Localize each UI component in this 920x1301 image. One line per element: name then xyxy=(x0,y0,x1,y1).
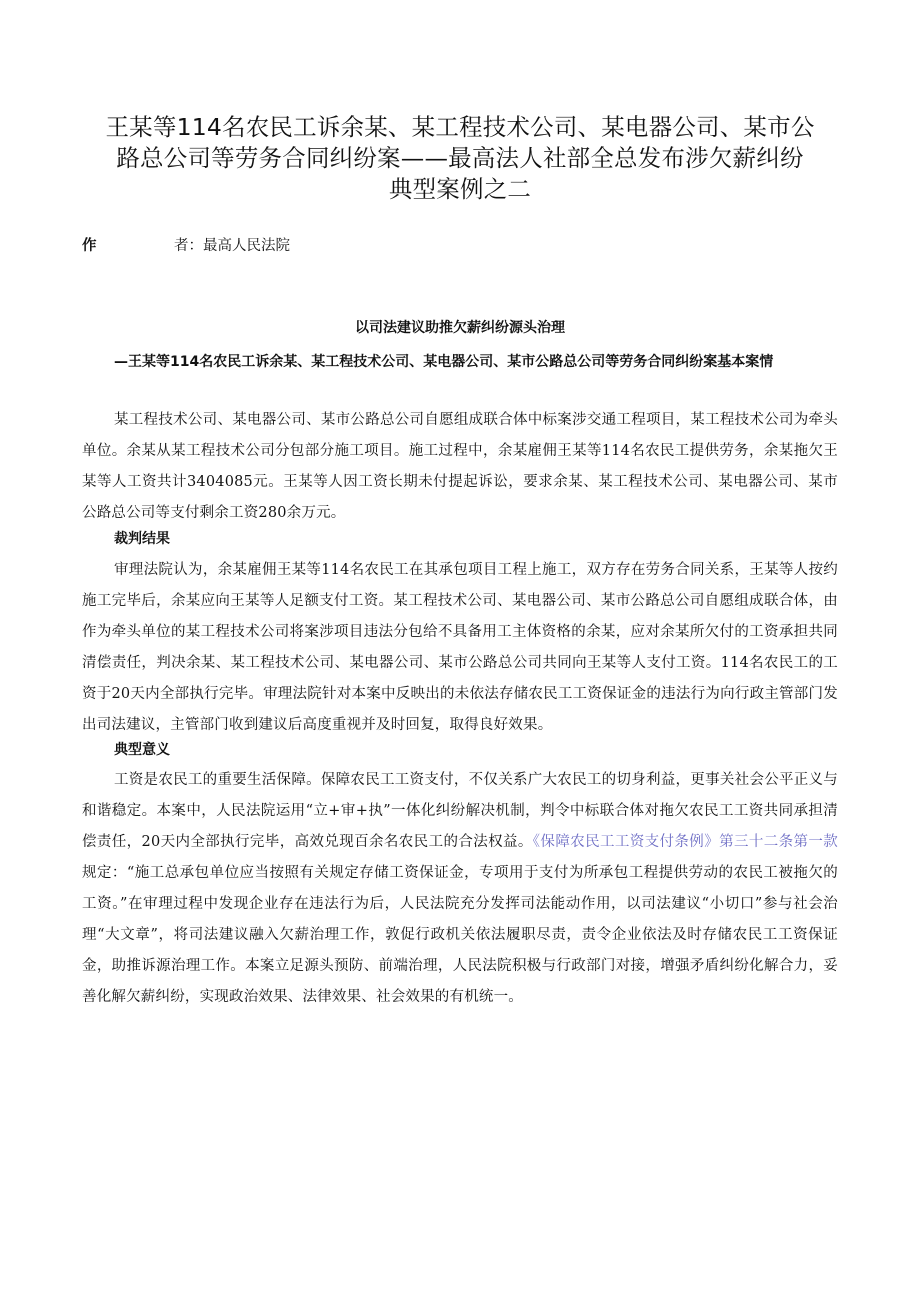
judgment-heading: 裁判结果 xyxy=(114,531,170,547)
title-line-3: 典型案例之二 xyxy=(388,175,532,203)
significance-heading: 典型意义 xyxy=(114,742,170,758)
case-subtitle: —王某等114名农民工诉余某、某工程技术公司、某电器公司、某市公路总公司等劳务合同纠纷案基本案情 xyxy=(114,354,774,370)
document-title xyxy=(70,112,850,205)
facts-paragraph: 某工程技术公司、某电器公司、某市公路总公司自愿组成联合体中标案涉交通工程项目，某工程技术公司为牵头单位。余某从某工程技术公司分包部分施工项目。施工过程中，余某雇佣王某等114名农民工提供劳务，余某拖欠王某等人工资共计3404085元。王某等人因工资长期未付提起诉讼，要求余某、某工程技术公司、某电器公司、某市公路总公司等支付剩余工资280余万元。 xyxy=(82,412,838,521)
author-value: 者：最高人民法院 xyxy=(174,238,290,254)
title-line-2: 路总公司等劳务合同纠纷案——最高法人社部全总发布涉欠薪纠纷 xyxy=(116,144,804,172)
judgment-paragraph: 审理法院认为，余某雇佣王某等114名农民工在其承包项目工程上施工，双方存在劳务合同关系，王某等人按约施工完毕后，余某应向王某等人足额支付工资。某工程技术公司、某电器公司、某市公路总公司自愿组成联合体，由作为牵头单位的某工程技术公司将案涉项目违法分包给不具备用工主体资格的余某，应对余某所欠付的工资承担共同清偿责任，判决余某、某工程技术公司、某电器公司、某市公路总公司共同向王某等人支付工资。114名农民工的工资于20天内全部执行完毕。审理法院针对本案中反映出的未依法存储农民工工资保证金的违法行为向行政主管部门发出司法建议，主管部门收到建议后高度重视并及时回复，取得良好效果。 xyxy=(82,562,838,733)
significance-text-2: 规定：“施工总承包单位应当按照有关规定存储工资保证金，专项用于支付为所承包工程提供劳动的农民工被拖欠的工资。”在审理过程中发现企业存在违法行为后，人民法院充分发挥司法能动作用，以司法建议“小切口”参与社会治理“大文章”，将司法建议融入欠薪治理工作，敦促行政机关依法履职尽责，责令企业依法及时存储农民工工资保证金，助推诉源治理工作。本案立足源头预防、前端治理，人民法院积极与行政部门对接，增强矛盾纠纷化解合力，妥善化解欠薪纠纷，实现政治效果、法律效果、社会效果的有机统一。 xyxy=(82,865,838,1005)
significance-text-1: 工资是农民工的重要生活保障。保障农民工工资支付，不仅关系广大农民工的切身利益，更事关社会公平正义与和谐稳定。本案中，人民法院运用“立+审+执”一体化纠纷解决机制，判令中标联合体对拖欠农民工工资共同承担清偿责任，20天内全部执行完毕，高效兑现百余名农民工的合法权益。 xyxy=(82,772,838,850)
significance-paragraph xyxy=(82,765,838,1013)
regulation-link[interactable]: 《保障农民工工资支付条例》第三十二条第一款 xyxy=(532,834,839,850)
title-line-1: 王某等114名农民工诉余某、某工程技术公司、某电器公司、某市公 xyxy=(105,113,815,141)
author-label: 作 xyxy=(82,238,97,254)
section-heading: 以司法建议助推欠薪纠纷源头治理 xyxy=(355,320,565,336)
